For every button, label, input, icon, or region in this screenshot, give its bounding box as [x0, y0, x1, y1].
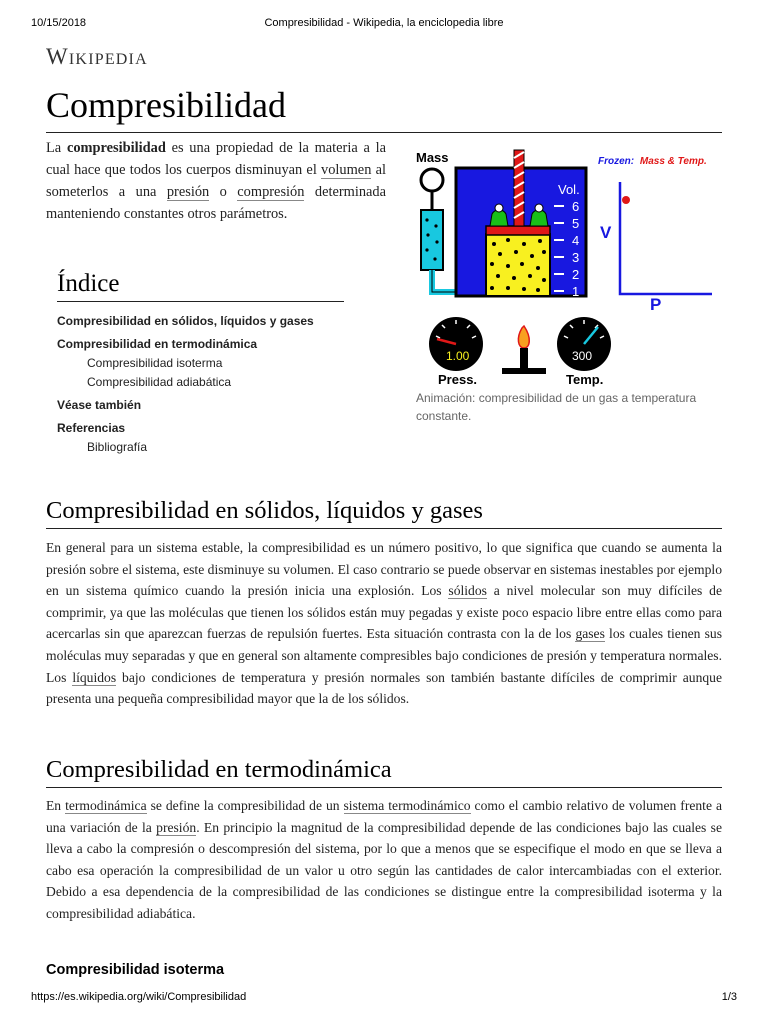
heading-isoterma: Compresibilidad isoterma — [46, 962, 225, 978]
pv-state-point — [622, 196, 630, 204]
term-bold: compresibilidad — [66, 140, 166, 156]
mass-column — [421, 210, 443, 270]
compressibility-animation — [412, 140, 722, 390]
toc-item-isoterma[interactable]: Compresibilidad isoterma — [87, 356, 223, 370]
vol-tick-3: 3 — [572, 250, 580, 265]
heading-solidos-liquidos-gases: Compresibilidad en sólidos, líquidos y gases — [46, 495, 722, 529]
flame — [518, 326, 529, 348]
vol-label: Vol. — [558, 182, 580, 197]
paragraph-termodinamica: En termodinámica se define la compresibilidad de un sistema termodinámico como el cambio relativo de volumen frente a una variación de la presión. En principio la magnitud de la compresibilidad depende de las condiciones bajo las cuales se lleva a cabo la compresión o descompresión del sistema, por lo que a menos que se especifique el modo en que se lleva a cabo esa operación la compresibilidad de un valor u otro según las cantidades de calor intercambiadas con el exterior. Debido a esa dependencia de la compresibilidad de las condiciones se distingue entre la compresibilidad isoterma y la compresibilidad adiabática. — [46, 798, 723, 921]
link-solidos[interactable]: sólidos — [448, 583, 487, 599]
toc-item-termodinamica[interactable]: Compresibilidad en termodinámica — [57, 337, 258, 351]
pv-axes — [620, 182, 712, 294]
burner — [520, 348, 528, 368]
intro-paragraph: La compresibilidad es una propiedad de la materia a la cual hace que todos los cuerpos disminuyan el volumen al someterlos a una presión o compresión determinada manteniendo constantes otros parámetros. — [46, 140, 386, 222]
vol-tick-6: 6 — [572, 199, 580, 214]
axis-p-label: P — [650, 295, 662, 314]
print-header — [0, 17, 768, 33]
toc-title: Índice — [57, 268, 344, 302]
page-title: Compresibilidad — [46, 80, 722, 133]
piston — [486, 226, 550, 235]
print-page-title: Compresibilidad - Wikipedia, la enciclopedia libre — [264, 17, 504, 29]
toc-item-vease[interactable]: Véase también — [57, 398, 142, 412]
link-compresion[interactable]: compresión — [237, 184, 305, 200]
temperature-value: 300 — [572, 349, 593, 363]
toc-item-solidos[interactable]: Compresibilidad en sólidos, líquidos y gases — [57, 314, 314, 328]
link-presion-2[interactable]: presión — [156, 819, 197, 835]
toc-item-adiabatica[interactable]: Compresibilidad adiabática — [87, 375, 232, 389]
heading-termodinamica: Compresibilidad en termodinámica — [46, 754, 722, 788]
link-sistema-termodinamico[interactable]: sistema termodinámico — [343, 798, 471, 813]
vol-tick-4: 4 — [572, 233, 580, 248]
frozen-label: Frozen: Mass & Temp. — [598, 156, 707, 167]
toc-item-referencias[interactable]: Referencias — [57, 421, 126, 435]
link-presion[interactable]: presión — [166, 184, 210, 200]
vol-tick-5: 5 — [572, 216, 580, 231]
pressure-label: Press. — [438, 372, 478, 387]
vol-tick-1: 1 — [572, 284, 580, 299]
print-footer — [0, 991, 768, 1007]
table-of-contents — [57, 312, 357, 457]
paragraph-solidos: En general para un sistema estable, la compresibilidad es un número positivo, lo que significa que cuando se aumenta la presión sobre el sistema, este disminuye su volumen. El caso contrario se puede observar en sistemas inestables por ejemplo en un sistema químico cuando la presión inicia una explosión. Los sólidos a nivel molecular son muy difíciles de comprimir, ya que las moléculas que tienen los sólidos están muy pegadas y existe poco espacio libre entre ellas como para acercarlas sin que aparezcan fuerzas de repulsión fuertes. Esta situación contrasta con la de los gases los cuales tienen sus moléculas muy separadas y que en general son altamente compresibles bajo condiciones de presión y temperatura normales. Los líquidos bajo condiciones de temperatura y presión normales son también bastante difíciles de comprimir aunque presenta una pequeña compresibilidad mayor que la de los sólidos. — [46, 540, 722, 707]
link-liquidos[interactable]: líquidos — [72, 669, 117, 685]
temperature-label: Temp. — [566, 372, 604, 387]
print-url: https://es.wikipedia.org/wiki/Compresibilidad — [31, 991, 247, 1003]
vol-tick-2: 2 — [572, 267, 580, 282]
pressure-value: 1.00 — [446, 349, 470, 363]
toc-item-bibliografia[interactable]: Bibliografía — [87, 440, 148, 454]
print-page-number: 1/3 — [721, 991, 737, 1003]
link-volumen[interactable]: volumen — [321, 162, 372, 178]
axis-v-label: V — [600, 223, 612, 242]
link-gases[interactable]: gases — [575, 626, 605, 642]
figure-caption: Animación: compresibilidad de un gas a temperatura constante. — [416, 391, 697, 423]
wikipedia-logo[interactable]: Wikipedia — [46, 44, 148, 69]
mass-ring — [421, 169, 443, 191]
link-termodinamica[interactable]: termodinámica — [65, 798, 147, 813]
mass-label: Mass — [416, 150, 449, 165]
print-date: 10/15/2018 — [31, 17, 87, 29]
